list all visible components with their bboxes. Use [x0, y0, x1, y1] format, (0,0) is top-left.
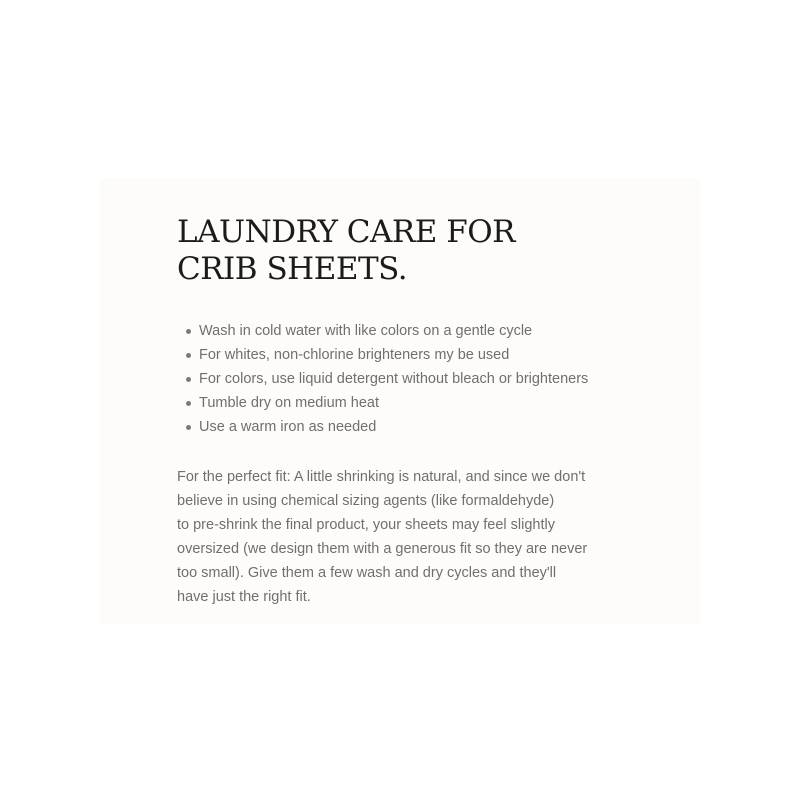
laundry-care-content	[177, 214, 617, 609]
list-item: Wash in cold water with like colors on a gentle cycle	[177, 319, 617, 343]
fit-line: believe in using chemical sizing agents (like formaldehyde)	[177, 493, 555, 509]
title-line-1: LAUNDRY CARE FOR	[177, 214, 515, 250]
fit-line: to pre-shrink the final product, your sheets may feel slightly	[177, 517, 555, 533]
fit-line: For the perfect fit: A little shrinking is natural, and since we don't	[177, 469, 586, 485]
fit-paragraph	[177, 465, 617, 609]
list-item: Use a warm iron as needed	[177, 415, 617, 439]
laundry-care-card	[100, 178, 700, 624]
fit-line: too small). Give them a few wash and dry cycles and they'll	[177, 565, 557, 581]
care-instructions-list	[177, 319, 617, 439]
fit-line: have just the right fit.	[177, 589, 311, 605]
title-line-2: CRIB SHEETS.	[177, 251, 408, 287]
page-title	[177, 214, 617, 288]
list-item: Tumble dry on medium heat	[177, 391, 617, 415]
list-item: For colors, use liquid detergent without bleach or brighteners	[177, 367, 617, 391]
list-item: For whites, non-chlorine brighteners my be used	[177, 343, 617, 367]
fit-line: oversized (we design them with a generous fit so they are never	[177, 541, 588, 557]
